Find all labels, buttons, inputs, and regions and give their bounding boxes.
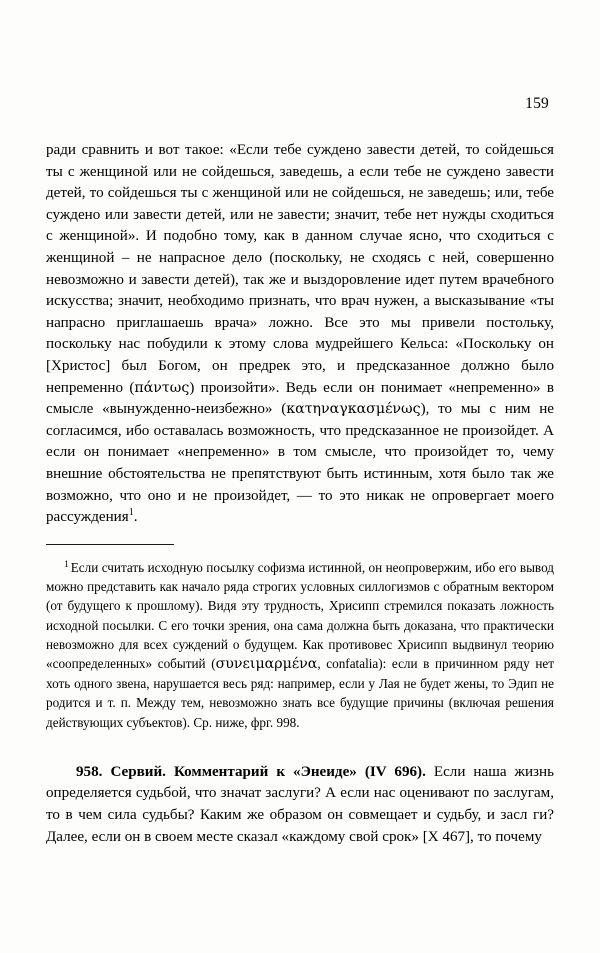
main-paragraph-part2: ) произойти». Ведь если он понимает «непременно» в смысле «вынужденно-неизбежно» ( — [46, 379, 554, 418]
main-paragraph-end: . — [133, 509, 138, 526]
footnote-marker: 1 — [64, 559, 69, 570]
section-958 — [46, 762, 554, 848]
footnote-text-part1: Если считать исходную посылку софизма истинной, он неопровержим, ибо его вывод можно представить как начало ряда строгих условных силлогизмов с обратным вектором (от будущего к прошлому). Видя эту трудность, Хрисипп стремился показать ложность исходной посылки. С его точки зрения, она сама должна быть доказана, что практически невозможно для всех суждений о будущем. Как противовес Хрисипп выдвинул теорию «соопределенных» событий ( — [46, 560, 554, 672]
footnote-reference[interactable]: 1 — [128, 507, 134, 519]
footnote-separator-rule — [46, 544, 174, 545]
main-paragraph — [46, 140, 554, 529]
page-number: 159 — [525, 95, 549, 112]
greek-term-pantos: πάντως — [134, 379, 190, 396]
footnote — [46, 558, 554, 732]
section-body: Если наша жизнь определяется судьбой, что значат заслуги? А если нас оценивают по заслугам, то в чем сила судьбы? Каким же образом он совмещает и судьбу, и засл ги? Далее, если он в своем месте сказал «каждому свой срок» [X 467], то почему — [46, 763, 554, 845]
main-paragraph-part3: ), то мы с ним не согласимся, ибо оставалась возможность, что предсказанное не произойдет. А если он понимает «непременно» в том смысле, что произойдет то, чему внешние обстоятельства не препятствуют быть истинным, хотя было так же возможно, что оно и не произойдет, — то это никак не опровергает моего рассуждения — [46, 401, 554, 526]
greek-term-syneimarmena: συνειμαρμένα — [215, 656, 318, 673]
page-content — [46, 125, 554, 863]
greek-term-katenankasmenos: κατηναγκασμένως — [286, 401, 421, 418]
main-paragraph-part1: ради сравнить и вот такое: «Если тебе суждено завести детей, то сойдешься ты с женщиной или не сойдешься, заведешь, а если тебе не суждено завести детей, то сойдешься ты с женщиной или не сойдешься, не заведешь; или, тебе суждено или завести детей, или не завести; значит, тебе нет нужды сходиться с женщиной». И подобно тому, как в данном случае ясно, что сходиться с женщиной – не напрасное дело (поскольку, не сходясь с ней, совершенно невозможно и завести детей), так же и выздоровление идет путем врачебного искусства; значит, необходимо признать, что врач нужен, а высказывание «ты напрасно приглашаешь врача» ложно. Все это мы привели постольку, поскольку нас побудили к этому слова мудрейшего Кельса: «Поскольку он [Христос] был Богом, он предрек это, и предсказанное должно было непременно ( — [46, 142, 554, 396]
footnote-text-part2: , confatalia): если в причинном ряду нет хоть одного звена, нарушается весь ряд: например, если у Лая не будет жены, то Эдип не родится и т. п. Между тем, невозможно знать все будущие причины (включая решения действующих субъектов). Ср. ниже, фрг. 998. — [46, 656, 554, 730]
section-heading: 958. Сервий. Комментарий к «Энеиде» (IV 696). — [76, 763, 426, 780]
